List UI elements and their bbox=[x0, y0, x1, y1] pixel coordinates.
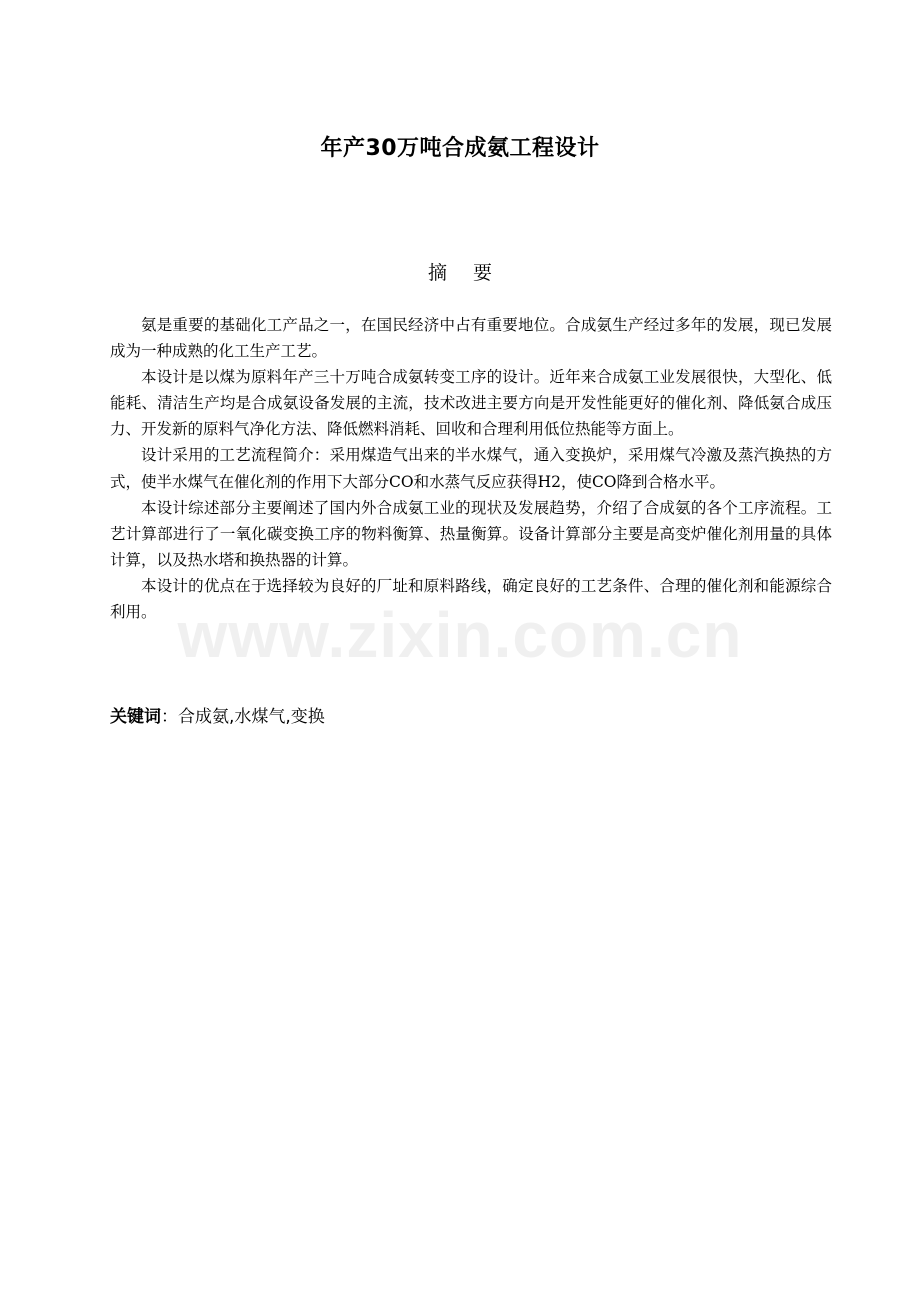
keywords-value: ：合成氨,水煤气,变换 bbox=[161, 707, 325, 727]
watermark: www.zixin.com.cn bbox=[177, 599, 743, 671]
abstract-heading: 摘 要 bbox=[427, 262, 503, 284]
abstract-body bbox=[110, 312, 832, 625]
abstract-paragraph: 氨是重要的基础化工产品之一，在国民经济中占有重要地位。合成氨生产经过多年的发展，现已发展成为一种成熟的化工生产工艺。 bbox=[110, 316, 832, 361]
keywords-line bbox=[110, 704, 832, 730]
abstract-paragraph: 本设计的优点在于选择较为良好的厂址和原料路线，确定良好的工艺条件、合理的催化剂和能源综合利用。 bbox=[110, 576, 832, 622]
keywords-label: 关键词 bbox=[110, 707, 161, 727]
page-title: 年产30万吨合成氨工程设计 bbox=[320, 136, 600, 161]
abstract-paragraph: 本设计综述部分主要阐述了国内外合成氨工业的现状及发展趋势，介绍了合成氨的各个工序流程。工艺计算部进行了一氧化碳变换工序的物料衡算、热量衡算。设备计算部分主要是高变炉催化剂用量的具体计算，以及热水塔和换热器的计算。 bbox=[110, 498, 832, 569]
abstract-paragraph: 设计采用的工艺流程简介：采用煤造气出来的半水煤气，通入变换炉，采用煤气冷激及蒸汽换热的方式，使半水煤气在催化剂的作用下大部分CO和水蒸气反应获得H2，使CO降到合格水平。 bbox=[110, 446, 832, 491]
abstract-paragraph: 本设计是以煤为原料年产三十万吨合成氨转变工序的设计。近年来合成氨工业发展很快，大型化、低能耗、清洁生产均是合成氨设备发展的主流，技术改进主要方向是开发性能更好的催化剂、降低氨合成压力、开发新的原料气净化方法、降低燃料消耗、回收和合理利用低位热能等方面上。 bbox=[110, 368, 832, 439]
